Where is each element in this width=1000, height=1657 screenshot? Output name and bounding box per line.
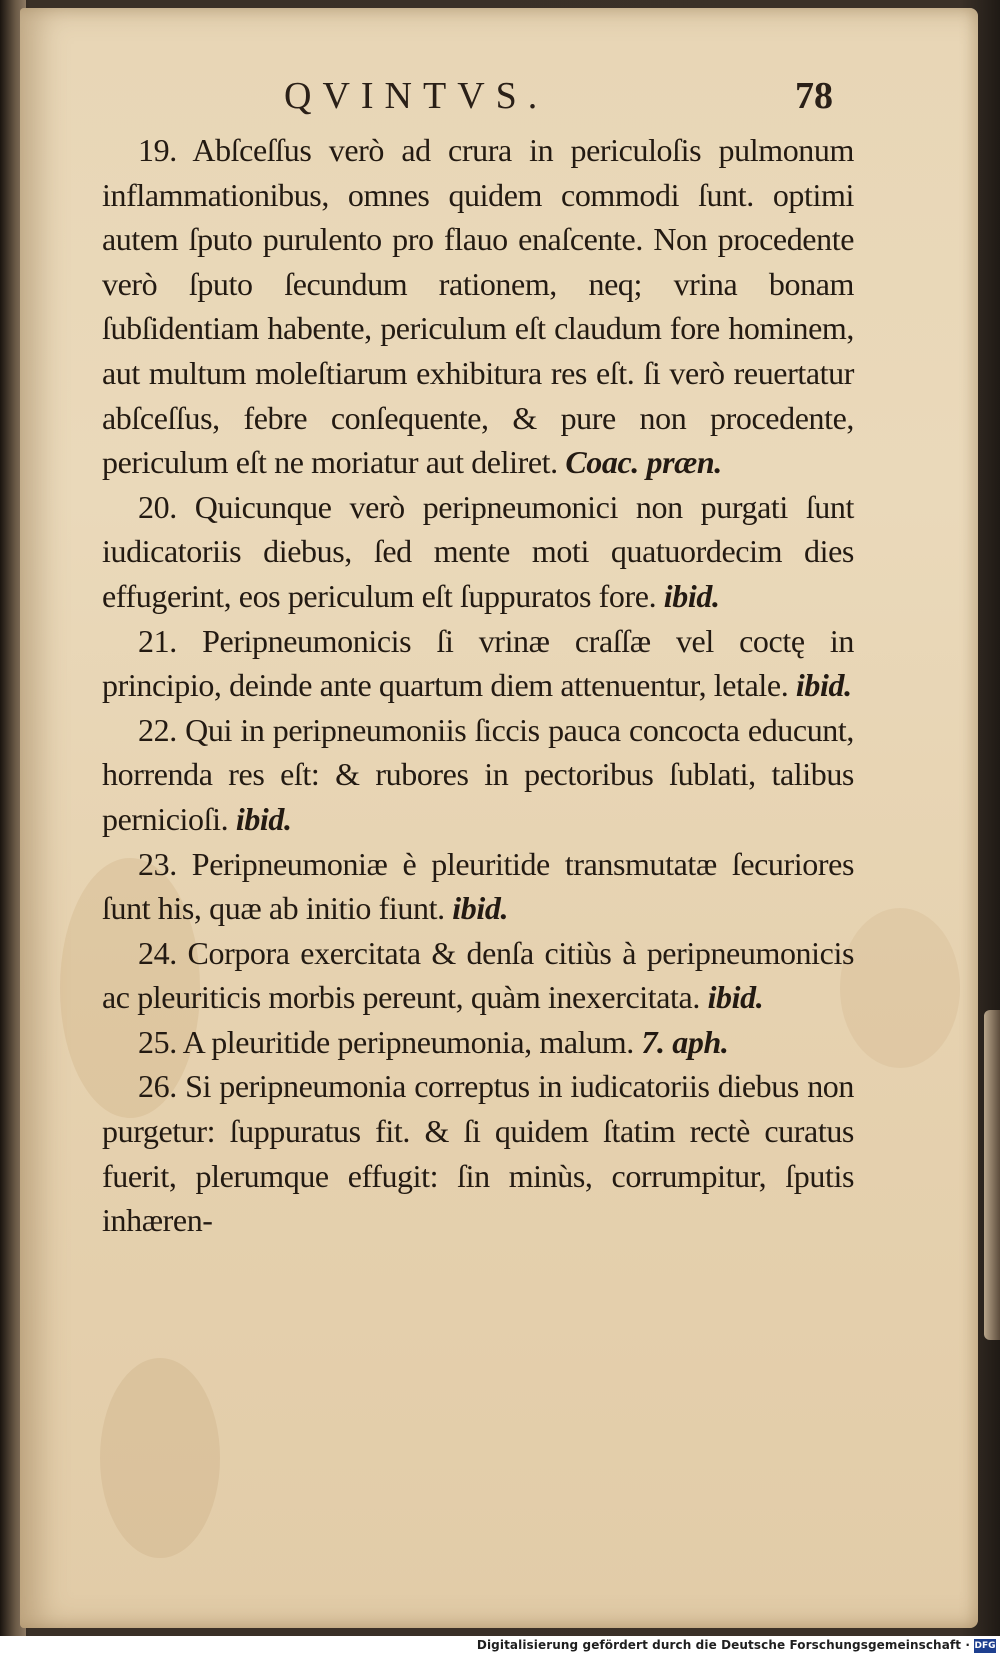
aphorism-number: 26.: [138, 1068, 177, 1105]
aphorism-24: [102, 931, 854, 1020]
aphorism-text: Qui in peripneumoniis ſiccis pauca concocta educunt, horrenda res eſt: & rubores in pectoribus ſublati, talibus pernicioſi.: [102, 711, 854, 837]
aphorism-number: 20.: [138, 488, 177, 525]
aphorism-reference: ibid.: [663, 577, 720, 614]
aphorism-reference: Coac. præn.: [565, 444, 722, 481]
water-stain: [840, 908, 960, 1068]
aphorism-text: Peripneumoniæ è pleuritide transmutatæ ſecuriores ſunt his, quæ ab initio fiunt.: [102, 845, 854, 927]
aphorism-number: 21.: [138, 622, 177, 659]
aphorism-text: A pleuritide peripneumonia, malum.: [182, 1023, 634, 1060]
page-edge: [984, 1010, 1000, 1340]
page-body: [102, 128, 854, 1243]
digitization-footer: [0, 1636, 1000, 1657]
aphorism-number: 23.: [138, 845, 177, 882]
aphorism-reference: 7. aph.: [641, 1023, 729, 1060]
aphorism-22: [102, 708, 854, 842]
aphorism-reference: ibid.: [235, 800, 292, 837]
aphorism-text: Corpora exercitata & denſa citiùs à peripneumonicis ac pleuriticis morbis pereunt, quàm inexercitata.: [102, 934, 854, 1016]
aphorism-23: [102, 842, 854, 931]
aphorism-text: Peripneumonicis ſi vrinæ craſſæ vel coctę in principio, deinde ante quartum diem attenuentur, letale.: [102, 622, 854, 704]
aphorism-20: [102, 485, 854, 619]
aphorism-reference: ibid.: [452, 890, 509, 927]
aphorism-reference: ibid.: [707, 979, 764, 1016]
aphorism-21: [102, 619, 854, 708]
aphorism-text: Abſceſſus verò ad crura in periculoſis pulmonum inflammationibus, omnes quidem commodi ſunt. optimi autem ſputo purulento pro flauo enaſcente. Non procedente verò ſputo ſecundum rationem, neq; vrina bonam ſubſidentiam habente, periculum eſt claudum fore hominem, aut multum moleſtiarum exhibitura res eſt. ſi verò reuertatur abſceſſus, febre conſequente, & pure non procedente, periculum eſt ne moriatur aut deliret.: [102, 132, 854, 481]
aphorism-text: Si peripneumonia correptus in iudicatoriis diebus non purgetur: ſuppuratus fit. & ſi quidem ſtatim rectè curatus fuerit, plerumque effugit: ſin minùs, corrumpitur, ſputis inhæren-: [102, 1068, 854, 1239]
aphorism-text: Quicunque verò peripneumonici non purgati ſunt iudicatoriis diebus, ſed mente moti quatuordecim dies effugerint, eos periculum eſt ſuppuratos fore.: [102, 488, 854, 614]
funding-credit: Digitalisierung gefördert durch die Deutsche Forschungsgemeinschaft ·: [476, 1638, 970, 1652]
aphorism-number: 24.: [138, 934, 177, 971]
page-number: 78: [795, 75, 833, 117]
aphorism-number: 19.: [138, 132, 177, 168]
water-stain: [100, 1358, 220, 1558]
aphorism-number: 25.: [138, 1023, 177, 1060]
aphorism-number: 22.: [138, 711, 177, 748]
dfg-logo-icon: DFG: [974, 1641, 996, 1651]
running-head: QVINTVS.: [284, 75, 549, 117]
aphorism-26: [102, 1064, 854, 1242]
aphorism-25: [102, 1020, 854, 1065]
aphorism-reference: ibid.: [795, 667, 852, 704]
page-header: [0, 74, 1000, 134]
aphorism-19: [102, 128, 854, 485]
